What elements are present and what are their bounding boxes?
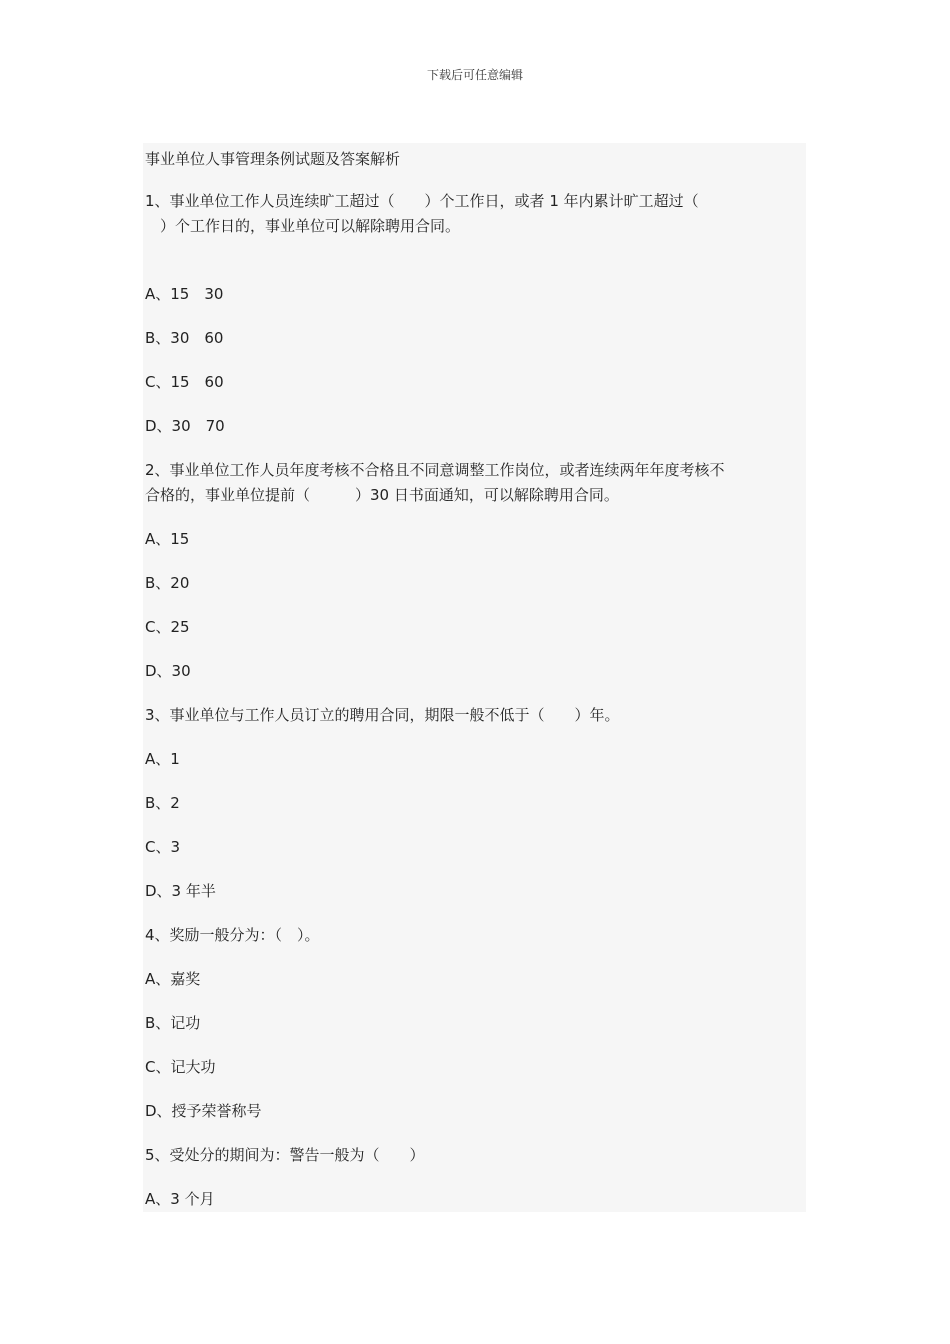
document-body — [143, 143, 806, 1212]
question-2-option-a: A、15 — [145, 530, 190, 548]
question-1-option-b: B、30 60 — [145, 329, 224, 347]
document-title: 事业单位人事管理条例试题及答案解析 — [145, 150, 401, 168]
question-4-line-1: 4、奖励一般分为：（ ）。 — [145, 926, 320, 944]
question-1-option-c: C、15 60 — [145, 373, 224, 391]
question-4-option-a: A、嘉奖 — [145, 970, 201, 988]
question-2-line-2: 合格的，事业单位提前（ ）30 日书面通知，可以解除聘用合同。 — [145, 486, 619, 504]
question-4-option-d: D、授予荣誉称号 — [145, 1102, 262, 1120]
question-4-option-c: C、记大功 — [145, 1058, 216, 1076]
question-3-option-b: B、2 — [145, 794, 180, 812]
question-3-line-1: 3、事业单位与工作人员订立的聘用合同，期限一般不低于（ ）年。 — [145, 706, 620, 724]
question-3-option-a: A、1 — [145, 750, 180, 768]
question-3-option-d: D、3 年半 — [145, 882, 216, 900]
question-1-option-a: A、15 30 — [145, 285, 224, 303]
question-2-option-d: D、30 — [145, 662, 191, 680]
question-5-option-a: A、3 个月 — [145, 1190, 215, 1208]
question-4-option-b: B、记功 — [145, 1014, 201, 1032]
page-header: 下载后可任意编辑 — [426, 68, 523, 82]
question-2-option-c: C、25 — [145, 618, 190, 636]
question-2-line-1: 2、事业单位工作人员年度考核不合格且不同意调整工作岗位，或者连续两年年度考核不 — [145, 461, 725, 479]
question-5-line-1: 5、受处分的期间为：警告一般为（ ） — [145, 1146, 425, 1164]
question-1-line-1: 1、事业单位工作人员连续旷工超过（ ）个工作日，或者 1 年内累计旷工超过（ — [145, 192, 699, 210]
question-1-option-d: D、30 70 — [145, 417, 225, 435]
question-2-option-b: B、20 — [145, 574, 190, 592]
question-3-option-c: C、3 — [145, 838, 181, 856]
question-1-line-2: ）个工作日的，事业单位可以解除聘用合同。 — [145, 217, 461, 235]
